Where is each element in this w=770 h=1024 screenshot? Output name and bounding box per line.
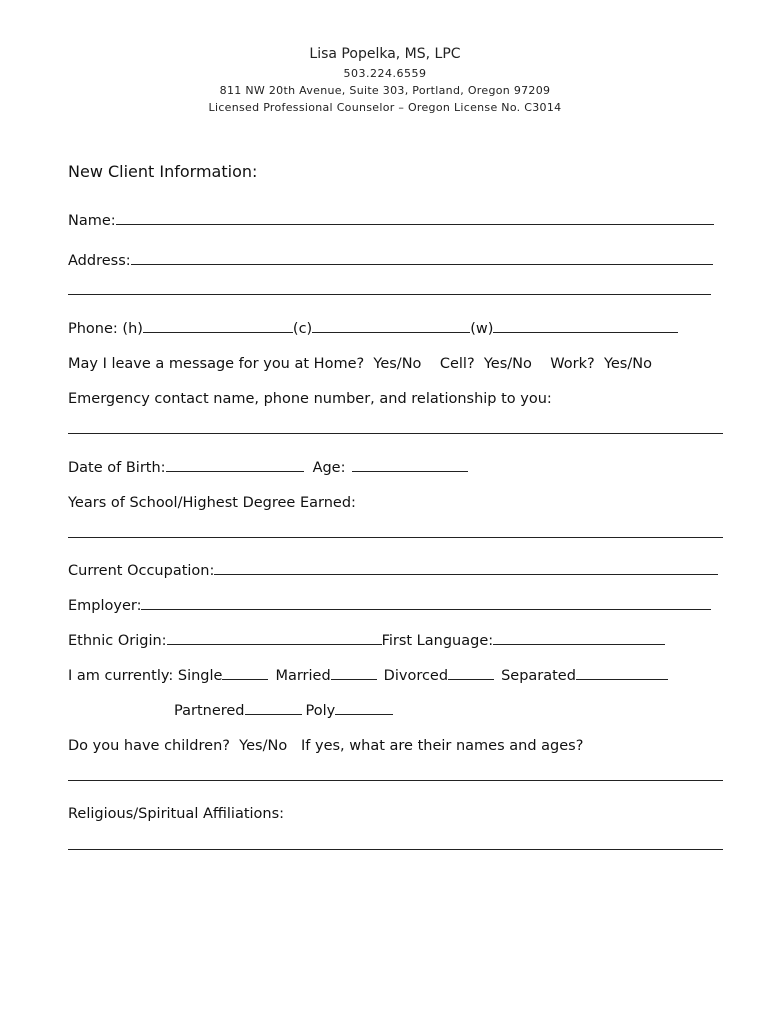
phone-home-field[interactable]: [143, 331, 293, 333]
married-label: Married: [275, 668, 331, 684]
phone-cell-label: (c): [292, 321, 313, 337]
age-field[interactable]: [352, 470, 468, 472]
message-row: [68, 350, 652, 372]
status-row-2: [174, 697, 393, 719]
divorced-field[interactable]: [448, 678, 494, 680]
name-field[interactable]: [116, 223, 714, 225]
counselor-phone: 503.224.6559: [343, 67, 427, 80]
separated-field[interactable]: [576, 678, 668, 680]
emergency-row: [68, 385, 552, 407]
counselor-name: Lisa Popelka, MS, LPC: [309, 46, 461, 62]
age-label: Age:: [312, 460, 346, 476]
dob-row: [68, 454, 468, 476]
children-label: Do you have children? Yes/No If yes, what are their names and ages?: [68, 738, 584, 754]
occupation-field[interactable]: [214, 573, 718, 575]
address-row: [68, 247, 713, 269]
form-title: New Client Information:: [68, 162, 258, 181]
married-field[interactable]: [331, 678, 377, 680]
address-field[interactable]: [131, 263, 713, 265]
single-field[interactable]: [222, 678, 268, 680]
phone-home-label: Phone: (h): [68, 321, 143, 337]
poly-label: Poly: [305, 703, 336, 719]
name-row: [68, 207, 714, 229]
message-question: May I leave a message for you at Home? Yes/No Cell? Yes/No Work? Yes/No: [68, 356, 652, 372]
children-field[interactable]: [68, 780, 723, 781]
ethnic-row: [68, 627, 665, 649]
partnered-field[interactable]: [245, 713, 302, 715]
name-label: Name:: [68, 213, 116, 229]
employer-row: [68, 592, 711, 614]
counselor-address: 811 NW 20th Avenue, Suite 303, Portland, Oregon 97209: [219, 84, 551, 97]
phone-cell-field[interactable]: [312, 331, 470, 333]
address-field-line-2[interactable]: [68, 294, 711, 295]
language-field[interactable]: [493, 643, 665, 645]
dob-label: Date of Birth:: [68, 460, 166, 476]
phone-work-label: (w): [470, 321, 494, 337]
emergency-label: Emergency contact name, phone number, and relationship to you:: [68, 391, 552, 407]
partnered-label: Partnered: [174, 703, 245, 719]
religious-label: Religious/Spiritual Affiliations:: [68, 806, 285, 822]
separated-label: Separated: [501, 668, 576, 684]
status-label: I am currently: Single: [68, 668, 223, 684]
ethnic-field[interactable]: [167, 643, 382, 645]
status-row: [68, 662, 668, 684]
employer-label: Employer:: [68, 598, 142, 614]
religious-field[interactable]: [68, 849, 723, 850]
dob-field[interactable]: [166, 470, 304, 472]
school-label: Years of School/Highest Degree Earned:: [68, 495, 356, 511]
employer-field[interactable]: [141, 608, 711, 610]
language-label: First Language:: [381, 633, 494, 649]
occupation-row: [68, 557, 718, 579]
religious-row: [68, 800, 284, 822]
school-row: [68, 489, 356, 511]
ethnic-label: Ethnic Origin:: [68, 633, 167, 649]
address-label: Address:: [68, 253, 131, 269]
counselor-license: Licensed Professional Counselor – Oregon License No. C3014: [208, 101, 562, 114]
divorced-label: Divorced: [383, 668, 449, 684]
phone-row: [68, 315, 678, 337]
children-row: [68, 732, 583, 754]
school-field[interactable]: [68, 537, 723, 538]
phone-work-field[interactable]: [493, 331, 678, 333]
occupation-label: Current Occupation:: [68, 563, 215, 579]
poly-field[interactable]: [335, 713, 393, 715]
emergency-field[interactable]: [68, 433, 723, 434]
